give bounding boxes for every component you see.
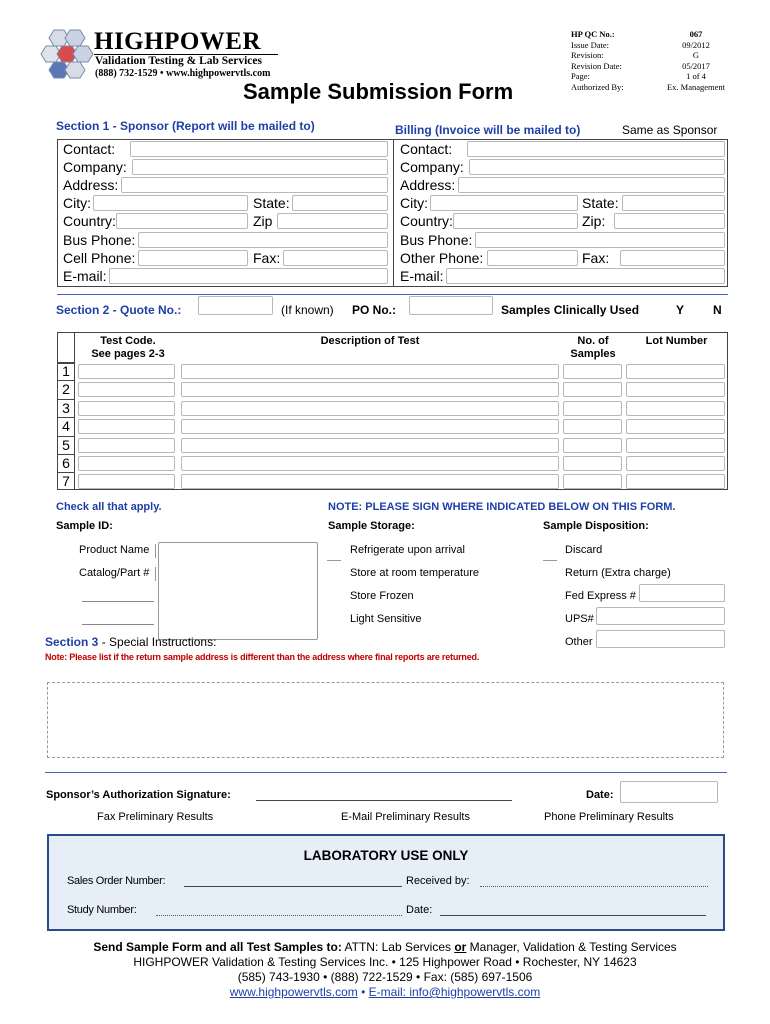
product-name-line[interactable] xyxy=(155,544,156,558)
num-samples-field[interactable] xyxy=(563,364,622,379)
meta-label: Revision Date: xyxy=(571,60,622,71)
discard-checkbox[interactable] xyxy=(543,560,557,561)
billing-city-field[interactable] xyxy=(430,195,578,211)
num-samples-field[interactable] xyxy=(563,474,622,489)
form-title: Sample Submission Form xyxy=(243,79,514,104)
date-label: Date: xyxy=(586,789,614,801)
sponsor-company-label: Company: xyxy=(63,159,127,175)
clinical-no[interactable]: N xyxy=(713,303,722,317)
row-separator xyxy=(57,454,74,455)
test-code-field[interactable] xyxy=(78,419,175,434)
sample-id-textarea[interactable] xyxy=(158,542,318,640)
fedex-label: Fed Express # xyxy=(565,590,636,602)
header-meta xyxy=(571,29,741,92)
sample-storage-label: Sample Storage: xyxy=(328,520,415,532)
billing-bus-phone-field[interactable] xyxy=(475,232,725,248)
sponsor-fax-label: Fax: xyxy=(253,250,281,266)
col-num-line1: No. of xyxy=(577,335,609,347)
meta-label: Revision: xyxy=(571,50,604,60)
lot-number-field[interactable] xyxy=(626,419,725,434)
sample-id-blank-1[interactable] xyxy=(82,601,154,602)
company-name: HIGHPOWER xyxy=(94,28,262,55)
billing-email-field[interactable] xyxy=(446,268,725,284)
billing-address-label: Address: xyxy=(400,177,456,193)
col-test-code xyxy=(78,335,178,361)
test-code-field[interactable] xyxy=(78,364,175,379)
clinical-yes[interactable]: Y xyxy=(676,303,685,317)
num-samples-field[interactable] xyxy=(563,419,622,434)
sponsor-bus-phone-label: Bus Phone: xyxy=(63,232,136,248)
description-field[interactable] xyxy=(181,474,559,489)
row-separator xyxy=(57,362,74,363)
sign-note: NOTE: PLEASE SIGN WHERE INDICATED BELOW ON THIS FORM. xyxy=(328,501,676,513)
meta-value: Ex. Management xyxy=(666,81,726,92)
section3-note: Note: Please list if the return sample address is different than the address where final reports are returned. xyxy=(45,652,480,662)
col-num-divider xyxy=(74,333,75,489)
sales-order-label: Sales Order Number: xyxy=(67,875,166,887)
signature-divider xyxy=(45,772,727,773)
num-samples-field[interactable] xyxy=(563,456,622,471)
row-separator xyxy=(57,399,74,400)
meta-value: 05/2017 xyxy=(682,60,710,71)
sponsor-city-label: City: xyxy=(63,195,91,211)
billing-company-field[interactable] xyxy=(469,159,725,175)
billing-title: Billing (Invoice will be mailed to) xyxy=(395,123,581,137)
billing-bus-phone-label: Bus Phone: xyxy=(400,232,473,248)
same-as-sponsor-label: Same as Sponsor xyxy=(622,123,718,137)
ups-label: UPS# xyxy=(565,613,594,625)
test-code-field[interactable] xyxy=(78,382,175,397)
footer-bullet: • xyxy=(357,985,369,999)
sponsor-country-label: Country: xyxy=(63,213,116,229)
billing-contact-field[interactable] xyxy=(467,141,725,157)
website-link[interactable]: www.highpowervtls.com xyxy=(229,985,358,999)
other-label: Other xyxy=(565,636,593,648)
footer-or: or xyxy=(454,940,467,954)
row-separator xyxy=(57,380,74,381)
col-test-code-line1: Test Code. xyxy=(100,335,156,347)
refrigerate-checkbox[interactable] xyxy=(327,560,341,561)
test-code-field[interactable] xyxy=(78,456,175,471)
sample-id-blank-2[interactable] xyxy=(82,624,154,625)
catalog-part-tick xyxy=(155,567,156,581)
sponsor-address-label: Address: xyxy=(63,177,119,193)
sponsor-company-field[interactable] xyxy=(132,159,388,175)
product-name-label: Product Name xyxy=(79,544,150,556)
col-test-code-line2: See pages 2-3 xyxy=(91,348,165,360)
sponsor-contact-label: Contact: xyxy=(63,141,116,157)
lab-date-label: Date: xyxy=(406,904,433,916)
col-lot-number: Lot Number xyxy=(645,335,708,347)
po-no-field[interactable] xyxy=(409,296,493,315)
sponsor-state-field[interactable] xyxy=(292,195,388,211)
lot-number-field[interactable] xyxy=(626,474,725,489)
sponsor-cell-phone-label: Cell Phone: xyxy=(63,250,136,266)
test-code-field[interactable] xyxy=(78,438,175,453)
section3-title-rest: - Special Instructions: xyxy=(98,635,217,649)
sponsor-bus-phone-field[interactable] xyxy=(138,232,388,248)
row-separator xyxy=(57,436,74,437)
company-tagline: Validation Testing & Lab Services xyxy=(95,55,262,67)
num-samples-field[interactable] xyxy=(563,382,622,397)
room-temp-label: Store at room temperature xyxy=(350,567,480,579)
billing-contact-label: Contact: xyxy=(400,141,453,157)
sample-id-label: Sample ID: xyxy=(56,520,113,532)
billing-fax-field[interactable] xyxy=(620,250,725,266)
test-code-field[interactable] xyxy=(78,474,175,489)
meta-value: G xyxy=(692,50,700,60)
row-separator xyxy=(57,472,74,473)
billing-zip-field[interactable] xyxy=(614,213,725,229)
sponsor-signature-label: Sponsor’s Authorization Signature: xyxy=(46,789,231,801)
meta-label: Authorized By: xyxy=(571,81,624,92)
row-number: 4 xyxy=(62,418,70,435)
lot-number-field[interactable] xyxy=(626,401,725,416)
row-number: 5 xyxy=(62,436,70,453)
sample-disposition-label: Sample Disposition: xyxy=(543,520,649,532)
sponsor-state-label: State: xyxy=(253,195,290,211)
company-logo xyxy=(40,28,102,80)
refrigerate-label: Refrigerate upon arrival xyxy=(350,544,465,556)
sales-order-line[interactable] xyxy=(184,875,402,887)
footer-send-rest1: ATTN: Lab Services xyxy=(341,940,455,954)
other-field[interactable] xyxy=(596,630,725,648)
sponsor-cell-phone-field[interactable] xyxy=(138,250,248,266)
email-results-label: E-Mail Preliminary Results xyxy=(341,811,470,823)
num-samples-field[interactable] xyxy=(563,438,622,453)
billing-address-field[interactable] xyxy=(458,177,725,193)
clinical-label: Samples Clinically Used xyxy=(501,303,640,317)
email-link[interactable]: E-mail: info@highpowervtls.com xyxy=(368,985,541,999)
return-label: Return (Extra charge) xyxy=(565,567,671,579)
date-field[interactable] xyxy=(620,781,718,803)
sponsor-email-field[interactable] xyxy=(109,268,388,284)
phone-results-label: Phone Preliminary Results xyxy=(544,811,674,823)
description-field[interactable] xyxy=(181,401,559,416)
sponsor-country-field[interactable] xyxy=(116,213,248,229)
quote-no-field[interactable] xyxy=(198,296,273,315)
meta-value: 1 of 4 xyxy=(686,71,706,81)
fax-results-label: Fax Preliminary Results xyxy=(97,811,214,823)
billing-email-label: E-mail: xyxy=(400,268,444,284)
lot-number-field[interactable] xyxy=(626,456,725,471)
meta-label: Issue Date: xyxy=(571,39,610,50)
received-by-line[interactable] xyxy=(480,875,708,887)
light-sensitive-label: Light Sensitive xyxy=(350,613,422,625)
grid-divider xyxy=(393,140,394,286)
billing-fax-label: Fax: xyxy=(582,250,610,266)
row-number: 1 xyxy=(62,363,70,379)
billing-other-phone-label: Other Phone: xyxy=(400,250,484,266)
test-code-field[interactable] xyxy=(78,401,175,416)
billing-company-label: Company: xyxy=(400,159,464,175)
col-num-samples xyxy=(563,335,623,361)
description-field[interactable] xyxy=(181,382,559,397)
lab-date-line[interactable] xyxy=(440,904,706,916)
section3-title-bold: Section 3 xyxy=(45,635,99,649)
study-number-label: Study Number: xyxy=(67,904,137,916)
row-number: 6 xyxy=(62,455,70,471)
meta-value: 09/2012 xyxy=(682,39,710,50)
footer-links xyxy=(0,985,770,999)
billing-country-field[interactable] xyxy=(453,213,578,229)
lot-number-field[interactable] xyxy=(626,382,725,397)
billing-other-phone-field[interactable] xyxy=(487,250,578,266)
footer-address: HIGHPOWER Validation & Testing Services Inc. • 125 Highpower Road • Rochester, NY 14623 xyxy=(133,955,637,969)
if-known-label: (If known) xyxy=(281,303,334,317)
meta-label: HP QC No.: xyxy=(571,29,615,39)
sponsor-fax-field[interactable] xyxy=(283,250,388,266)
ups-field[interactable] xyxy=(596,607,725,625)
row-number: 2 xyxy=(62,381,70,398)
sponsor-contact-field[interactable] xyxy=(130,141,388,157)
lot-number-field[interactable] xyxy=(626,364,725,379)
row-number: 3 xyxy=(62,399,70,416)
row-number: 7 xyxy=(62,473,70,490)
footer-send-rest2: Manager, Validation & Testing Services xyxy=(466,940,677,954)
company-contact: (888) 732-1529 • www.highpowervtls.com xyxy=(95,68,271,79)
lab-use-title: LABORATORY USE ONLY xyxy=(303,848,469,863)
po-no-label: PO No.: xyxy=(352,303,396,317)
section3-title xyxy=(45,635,216,649)
num-samples-field[interactable] xyxy=(563,401,622,416)
check-all-label: Check all that apply. xyxy=(56,501,162,513)
row-separator xyxy=(57,417,74,418)
description-field[interactable] xyxy=(181,419,559,434)
sponsor-zip-label: Zip xyxy=(253,213,273,229)
billing-state-field[interactable] xyxy=(622,195,725,211)
description-field[interactable] xyxy=(181,364,559,379)
received-by-label: Received by: xyxy=(406,875,470,887)
section1-title: Section 1 - Sponsor (Report will be mailed to) xyxy=(56,119,315,133)
sponsor-zip-field[interactable] xyxy=(277,213,388,229)
col-description: Description of Test xyxy=(320,335,420,347)
billing-country-label: Country: xyxy=(400,213,453,229)
sponsor-email-label: E-mail: xyxy=(63,268,107,284)
special-instructions-box[interactable] xyxy=(47,682,724,758)
meta-label: Page: xyxy=(571,71,590,81)
lot-number-field[interactable] xyxy=(626,438,725,453)
billing-zip-label: Zip: xyxy=(582,213,606,229)
description-field[interactable] xyxy=(181,456,559,471)
section2-divider xyxy=(57,294,728,295)
billing-state-label: State: xyxy=(582,195,619,211)
description-field[interactable] xyxy=(181,438,559,453)
frozen-label: Store Frozen xyxy=(350,590,414,602)
footer-send-line xyxy=(0,940,770,954)
sponsor-signature-line[interactable] xyxy=(256,788,512,801)
catalog-part-label: Catalog/Part # xyxy=(79,567,150,579)
footer-phones: (585) 743-1930 • (888) 722-1529 • Fax: (585) 697-1506 xyxy=(237,970,533,984)
discard-label: Discard xyxy=(565,544,603,556)
col-num-line2: Samples xyxy=(570,348,616,360)
sponsor-address-field[interactable] xyxy=(121,177,388,193)
fedex-field[interactable] xyxy=(639,584,725,602)
section2-title: Section 2 - Quote No.: xyxy=(56,303,182,317)
sponsor-city-field[interactable] xyxy=(93,195,248,211)
billing-city-label: City: xyxy=(400,195,428,211)
footer-send-bold: Send Sample Form and all Test Samples to: xyxy=(93,940,342,954)
meta-value: 067 xyxy=(689,29,703,39)
study-number-line[interactable] xyxy=(156,904,402,916)
